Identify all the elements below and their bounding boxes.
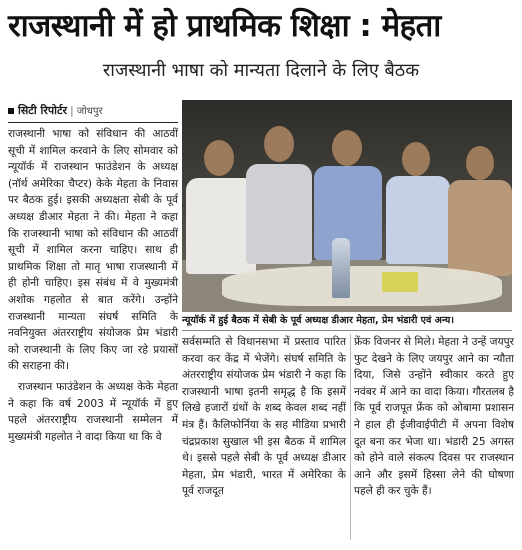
byline-separator: |: [70, 104, 74, 117]
article-column-3: [354, 334, 514, 500]
headline: राजस्थानी में हो प्राथमिक शिक्षा : मेहता: [8, 8, 441, 44]
photo-book: [382, 272, 418, 292]
byline-reporter: सिटी रिपोर्टर: [18, 104, 67, 117]
article-column-1: [8, 126, 178, 449]
news-photo: [182, 100, 512, 312]
article-paragraph: फ्रेंक विजनर से मिले। मेहता ने उन्हें जयपुर फुट देखने के लिए जयपुर आने का न्यौता दिया, जिसे उन्होंने स्वीकार करते हुए नवंबर में आने का वादा किया। गौरतलब है कि पूर्व राजपूत फ्रेंक को ओबामा प्रशासन ने हाल ही ईजीवाईपीटी में अपना विशेष दूत बना कर भेजा था। भंडारी 25 अगस्त को होने वाले संकल्प दिवस पर राजस्थान आने और इसमें हिस्सा लेने की घोषणा पहले ही कर चुके हैं।: [354, 336, 514, 498]
photo-caption: न्यूयॉर्क में हुई बैठक में सेबी के पूर्व अध्यक्ष डीआर मेहता, प्रेम भंडारी एवं अन्य।: [182, 312, 512, 331]
byline-rule: [8, 122, 178, 123]
article-paragraph: सर्वसम्मति से विधानसभा में प्रस्ताव पारित करवा कर केंद्र में भेजेंगे। संघर्ष समिति के अंतरराष्ट्रीय संयोजक प्रेम भंडारी ने कहा कि राजस्थानी भाषा इतनी समृद्ध है कि इसमें लिखे हजारों ग्रंथों के शब्द केवल शब्द नहीं मंत्र हैं। कैलिफोर्निया के सह मीडिया प्रभारी चंद्रप्रकाश सुखाल भी इस बैठक में शामिल थे। इससे पहले सेबी के पूर्व अध्यक्ष डीआर मेहता, प्रेम भंडारी, भारत में अमेरिका के पूर्व राजदूत: [182, 336, 346, 498]
byline: [8, 100, 178, 122]
article-paragraph: राजस्थान फाउंडेशन के अध्यक्ष केके मेहता ने कहा कि वर्ष 2003 में न्यूयॉर्क में हुए पहले अंतरराष्ट्रीय राजस्थानी सम्मेलन में मुख्यमंत्री गहलोत ने वादा किया था कि वे: [8, 380, 178, 443]
photo-trophy: [332, 238, 350, 298]
article-column-2: [182, 334, 346, 500]
photo-table: [222, 266, 502, 306]
subheadline: राजस्थानी भाषा को मान्यता दिलाने के लिए बैठक: [102, 60, 420, 81]
byline-square-icon: [8, 108, 14, 114]
byline-city: जोधपुर: [76, 106, 103, 117]
article-paragraph: राजस्थानी भाषा को संविधान की आठवीं सूची में शामिल करवाने के लिए सोमवार को न्यूयॉर्क में राजस्थान फाउंडेशन के अध्यक्ष (नॉर्थ अमेरिका चैप्टर) केके मेहता के निवास पर बैठक हुई। इसकी अध्यक्षता सेबी के पूर्व अध्यक्ष डीआर मेहता ने की। मेहता ने कहा कि राजस्थानी भाषा को संविधान की आठवीं सूची में शामिल करना चाहिए। साथ ही प्राथमिक शिक्षा तो मातृ भाषा राजस्थानी में ही होनी चाहिए। इस संबंध में वे मुख्यमंत्री अशोक गहलोत से बात करेंगे। उन्होंने राजस्थानी मान्यता संघर्ष समिति के नवनियुक्त अंतरराष्ट्रीय संयोजक प्रेम भंडारी को राजस्थानी के लिए किए जा रहे प्रयासों की सराहना की।: [8, 128, 178, 373]
column-divider: [350, 334, 351, 540]
